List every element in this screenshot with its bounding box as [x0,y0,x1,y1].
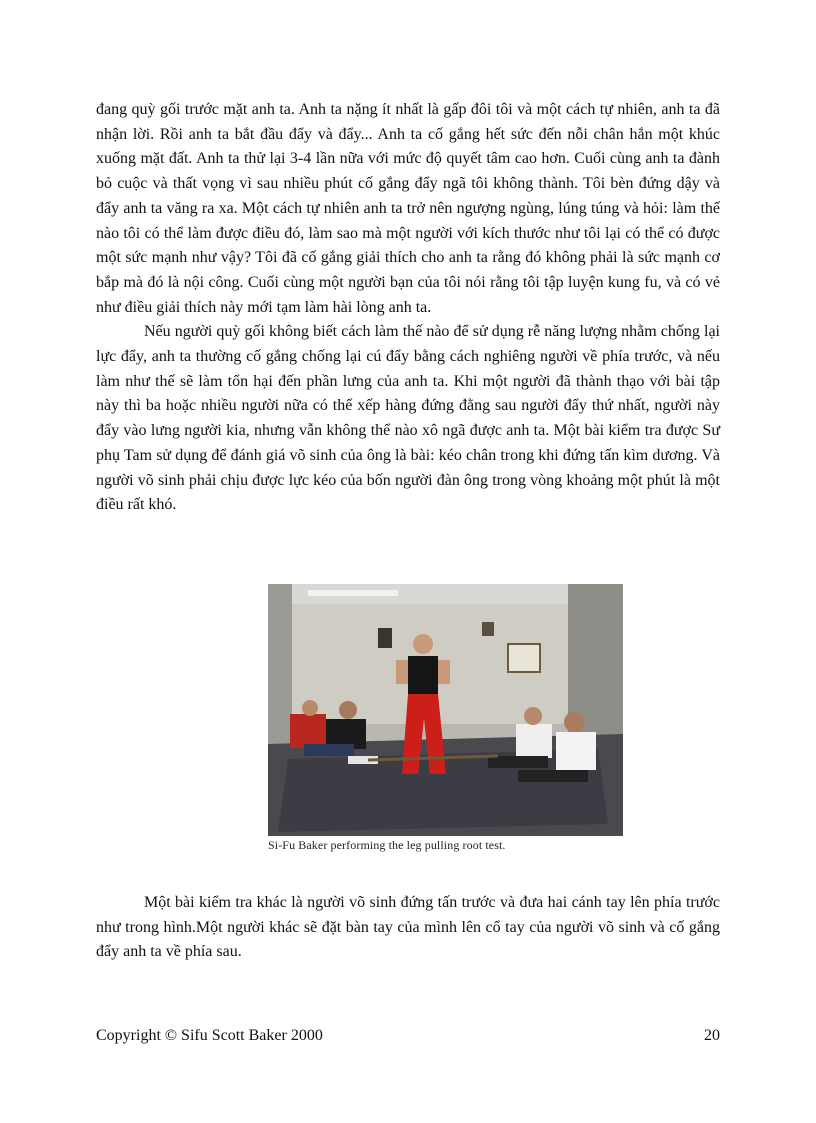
paragraph-2: Nếu người quỳ gối không biết cách làm thế nào để sử dụng rễ năng lượng nhằm chống lại lực đẩy, anh ta thường cố gắng chống lại cú đẩy bằng cách nghiêng người về phía trước, và nếu làm như thế sẽ làm tổn hại đến phần lưng của anh ta. Khi một người đã thành thạo với bài tập này thì ba hoặc nhiều người nữa có thể xếp hàng đứng đằng sau người đẩy thứ nhất, người này đẩy vào lưng người kia, nhưng vẫn không thể nào xô ngã được anh ta. Một bài kiểm tra được Sư phụ Tam sử dụng để đánh giá võ sinh của ông là bài: kéo chân trong khi đứng tấn kìm dương. Và người võ sinh phải chịu được lực kéo của bốn người đàn ông trong vòng khoảng một phút là một điều rất khó. [96,323,720,514]
body-text-top [96,98,720,518]
page-footer [96,1027,720,1045]
paragraph-3: Một bài kiểm tra khác là người võ sinh đứng tấn trước và đưa hai cánh tay lên phía trước như trong hình.Một người khác sẽ đặt bàn tay của mình lên cổ tay của người võ sinh và cố gắng đẩy anh ta về phía sau. [96,894,720,961]
page-number: 20 [704,1027,720,1044]
body-text-bottom [96,891,720,965]
paragraph-1: đang quỳ gối trước mặt anh ta. Anh ta nặng ít nhất là gấp đôi tôi và một cách tự nhiên, anh ta đã nhận lời. Rồi anh ta bắt đầu đẩy và đẩy... Anh ta cố gắng hết sức đến nỗi chân hắn một khúc xuống mặt đất. Anh ta thử lại 3-4 lần nữa với mức độ quyết tâm cao hơn. Cuối cùng anh ta đành bỏ cuộc và thất vọng vì sau nhiều phút cố gắng đẩy ngã tôi không thành. Tôi bèn đứng dậy và đẩy anh ta văng ra xa. Một cách tự nhiên anh ta trở nên ngượng ngùng, lúng túng và hỏi: làm thế nào tôi có thể làm được điều đó, làm sao mà một người với kích thước như tôi lại có thể có được một sức mạnh như vậy? Tôi đã cố gắng giải thích cho anh ta rằng đó không phải là sức mạnh cơ bắp mà đó là nội công. Cuối cùng một người bạn của tôi nói rằng tôi tập luyện kung fu, và có vẻ như điều giải thích này mới tạm làm hài lòng anh ta. [96,101,720,316]
photo-leg-pulling-test [268,584,623,836]
copyright-text: Copyright © Sifu Scott Baker 2000 [96,1027,323,1044]
figure-caption: Si-Fu Baker performing the leg pulling root test. [268,838,506,852]
photo-illustration [268,584,623,836]
